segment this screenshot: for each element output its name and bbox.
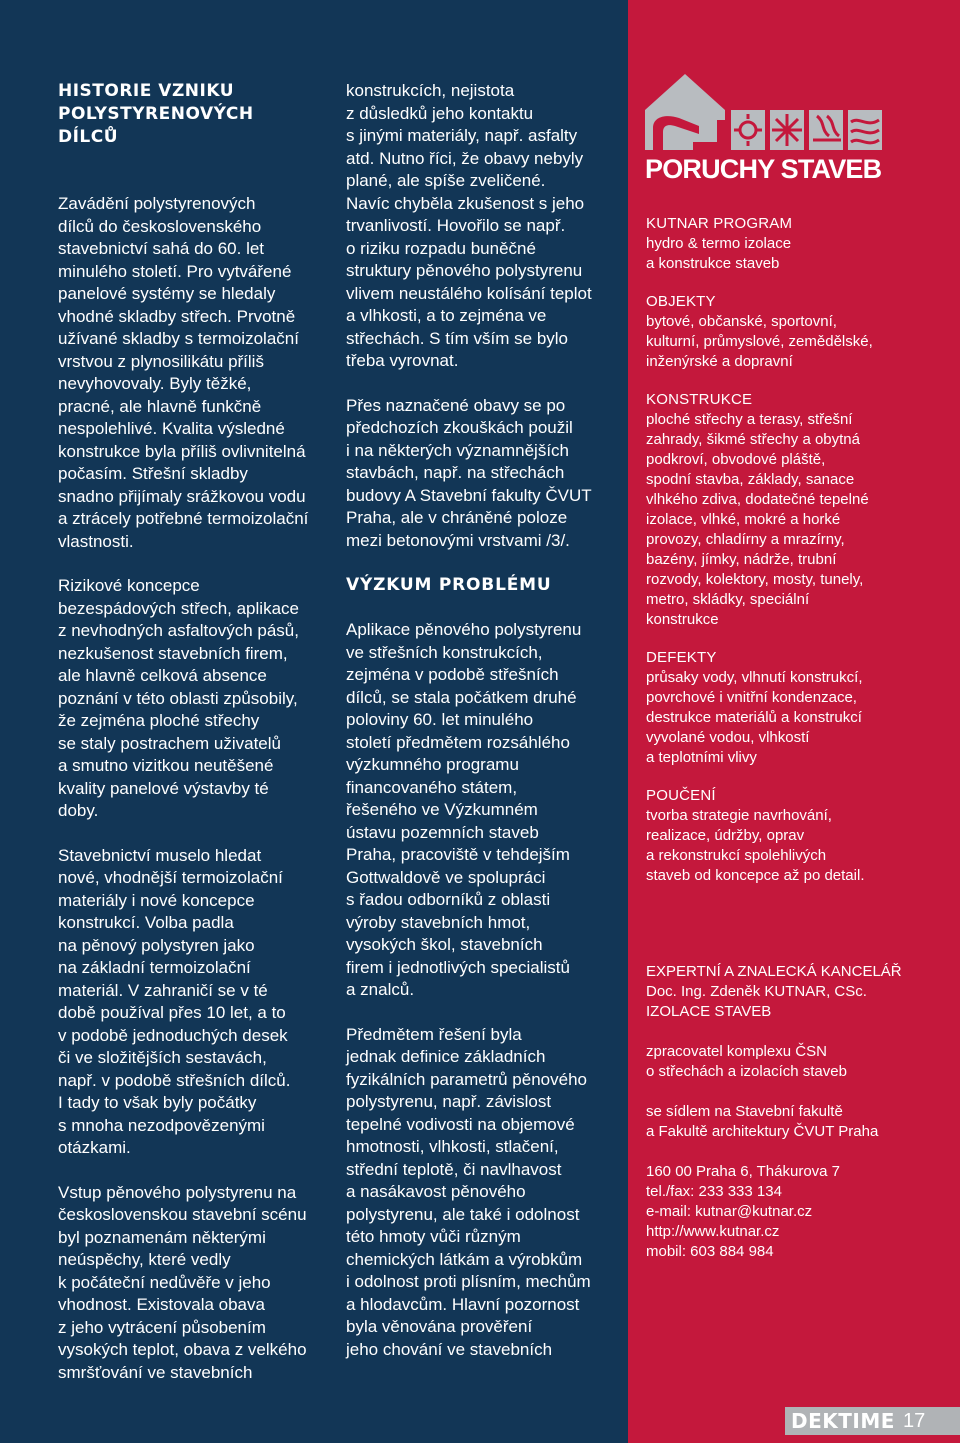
left-article xyxy=(58,80,330,1406)
section-title: KONSTRUKCE xyxy=(646,391,753,408)
section-title: DEFEKTY xyxy=(646,649,717,666)
paragraph: Předmětem řešení byla jednak definice základních fyzikálních parametrů pěnového polystyrenu, např. závislost tepelné vodivosti na objemové hmotnosti, vlhkosti, stlačení, střední teplotě, či navlhavost a nasákavost pěnového polystyrenu, ale také i odolnost této hmoty vůči různým chemických látkám a výrobkům i odolnost proti plísním, mechům a hlodavcům. Hlavní pozornost byla věnována prověření jeho chování ve stavebních xyxy=(346,1024,591,1359)
office-name: EXPERTNÍ A ZNALECKÁ KANCELÁŘ Doc. Ing. Zdeněk KUTNAR, CSc. IZOLACE STAVEB xyxy=(646,963,902,1020)
paragraph: konstrukcích, nejistota z důsledků jeho kontaktu s jinými materiály, např. asfalty atd. Nutno říci, že obavy nebyly plané, ale spíše zveličené. Navíc chyběla zkušenost s jeho trvanlivostí. Hovořilo se např. o riziku rozpadu buněčné struktury pěnového polystyrenu vlivem neustálého kolísání teplot a vlhkosti, a to zejména ve střechách. S tím vším se bylo třeba vyrovnat. xyxy=(346,81,592,370)
info-section xyxy=(646,390,946,630)
section-body: bytové, občanské, sportovní, kulturní, průmyslové, zemědělské, inženýrské a dopravní xyxy=(646,313,873,370)
paragraph: Stavebnictví muselo hledat nové, vhodnější termoizolační materiály i nové koncepce konstrukcí. Volba padla na pěnový polystyren jako na základní termoizolační materiál. V zahraničí se v té době používal přes 10 let, a to v podobě jednoduchých desek či ve složitějších sestavách, např. v podobě střešních dílců. I tady to však byly počátky s mnoha nezodpovězenými otázkami. xyxy=(58,845,291,1157)
section-body: ploché střechy a terasy, střešní zahrady, šikmé střechy a obytná podkroví, obvodové pláště, spodní stavba, základy, sanace vlhkého zdiva, dodatečné tepelné izolace, vlhké, mokré a horké provozy, chladírny a mrazírny, bazény, jímky, nádrže, trubní rozvody, kolektory, mosty, tunely, metro, skládky, speciální konstrukce xyxy=(646,411,869,628)
seat-note: se sídlem na Stavební fakultě a Fakultě architektury ČVUT Praha xyxy=(646,1103,879,1140)
logo-title: PORUCHY STAVEB xyxy=(645,154,882,184)
section-title: POUČENÍ xyxy=(646,787,716,804)
paragraph: Rizikové koncepce bezespádových střech, aplikace z nevhodných asfaltových pásů, nezkušenost stavebních firem, ale hlavně celková absence poznání v této oblasti způsobily, že zejména ploché střechy se staly postrachem uživatelů a smutno vizitkou neutěšené kvality panelové výstavby té doby. xyxy=(58,576,299,820)
magazine-name: DEKTIME xyxy=(791,1409,895,1433)
info-section xyxy=(646,214,946,274)
paragraph: Vstup pěnového polystyrenu na československou stavební scénu byl poznamenám některými neúspěchy, které vedly k počáteční nedůvěře v jeho vhodnost. Existovala obava z jeho vytrácení působením vysokých teplot, obava z velkého smršťování ve stavebních xyxy=(58,1182,307,1382)
paragraph: Aplikace pěnového polystyrenu ve střešních konstrukcích, zejména v podobě střešních dílců, se stala počátkem druhé poloviny 60. let minulého století předmětem rozsáhlého výzkumného programu financovaného státem, řešeného ve Výzkumném ústavu pozemních staveb Praha, pracoviště v tehdejším Gottwaldově ve spolupráci s řadou odborníků z oblasti výroby stavebních hmot, vysokých škol, stavebních firem i jednotlivých specialistů a znalců. xyxy=(346,620,582,999)
info-section xyxy=(646,292,946,372)
info-section xyxy=(646,648,946,768)
section-title: KUTNAR PROGRAM xyxy=(646,215,793,232)
article-heading: HISTORIE VZNIKU POLYSTYRENOVÝCH DÍLCŮ xyxy=(58,81,254,147)
paragraph: Přes naznačené obavy se po předchozích zkouškách použil i na některých významnějších stavbách, např. na střechách budovy A Stavební fakulty ČVUT Praha, ale v chráněné poloze mezi betonovými vrstvami /3/. xyxy=(346,395,592,550)
section-body: tvorba strategie navrhování, realizace, údržby, oprav a rekonstrukcí spolehlivých staveb od koncepce až po detail. xyxy=(646,807,865,884)
page-number: 17 xyxy=(903,1410,926,1432)
contact-address: 160 00 Praha 6, Thákurova 7 tel./fax: 233 333 134 e-mail: kutnar@kutnar.cz http://www.kutnar.cz mobil: 603 884 984 xyxy=(646,1163,841,1260)
program-info xyxy=(646,214,946,904)
paragraph: Zavádění polystyrenových dílců do československého stavebnictví sahá do 60. let minulého století. Pro vytvářené panelové systémy se hledaly vhodné skladby střech. Prvotně užívané skladby s termoizolační vrstvou z plynosilikátu příliš nevyhovovaly. Byly těžké, pracné, ale hlavně funkčně nespolehlivé. Kvalita výsledné konstrukce byla příliš ovlivnitelná počasím. Střešní skladby snadno přijímaly srážkovou vodu a ztrácely potřebné termoizolační vlastnosti. xyxy=(58,194,309,551)
contact-block xyxy=(646,962,946,1282)
section-body: průsaky vody, vlhnutí konstrukcí, povrchové i vnitřní kondenzace, destrukce materiálů a konstrukcí vyvolané vodou, vlhkostí a teplotními vlivy xyxy=(646,669,863,766)
section-title: OBJEKTY xyxy=(646,293,716,310)
middle-article xyxy=(346,80,620,1383)
processor-note: zpracovatel komplexu ČSN o střechách a izolacích staveb xyxy=(646,1043,847,1080)
info-section xyxy=(646,786,946,886)
section-heading: VÝZKUM PROBLÉMU xyxy=(346,575,552,595)
section-body: hydro & termo izolace a konstrukce staveb xyxy=(646,235,792,272)
